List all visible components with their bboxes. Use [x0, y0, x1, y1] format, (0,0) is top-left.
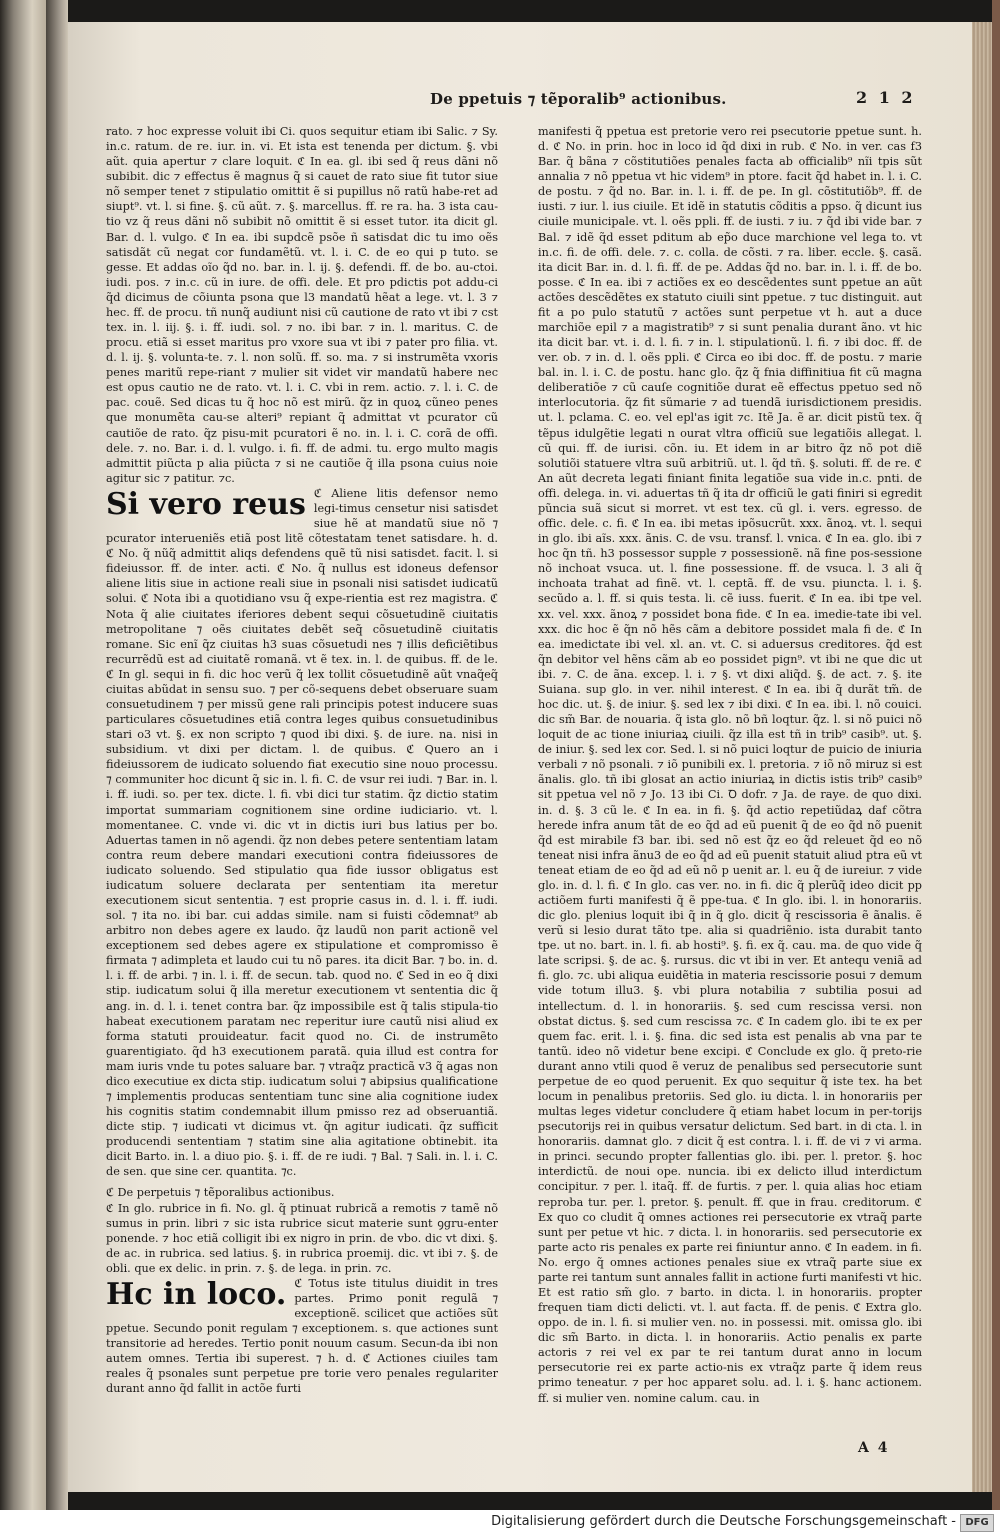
- book-cover-edge: [992, 0, 1000, 1534]
- right-paragraph-1: manifesti q̃ ppetua est pretorie vero rei psecutorie ppetue sunt. h. d. ℭ No. in prin. hoc in loco id q̃d dixi in rub. ℭ No. in ver. cas f3 Bar. q̃ bãna ⁊ cõstitutiões penales facta ab officialib⁹ nĩi tpis sũt annalia ⁊ nõ ppetua vt hic videm⁹ in ptore. facit q̃d habet in. l. i. C. de postu. ⁊ q̃d no. Bar. in. l. i. ff. de pe. In gl. cõstitutiõb⁹. ff. de iusti. ⁊ iur. l. ius ciuile. Et idẽ in statutis cõditis a ppso. q̃ dicunt ius ciuile municipale. vt. l. oẽs ppli. ff. de iusti. ⁊ iu. ⁊ q̃d ibi vide bar. ⁊ Bal. ⁊ idẽ q̃d esset pditum ab ep̃o duce marchione vel lega to. vt in.c. fi. de offi. dele. ⁊. c. colla. de cõsti. ⁊ ra. liber. eccle. §. casã. ita dicit Bar. in. d. l. fi. ff. de pe. Addas q̃d no. bar. in. l. i. ff. de bo. posse. ℭ In ea. ibi ⁊ actiões ex eo descẽdentes sunt ppetue an aũt actões descẽdẽtes ex statuto ciuili sint ppetue. ⁊ tuc distinguit. aut fit a po pulo statutũ ⁊ actões sunt perpetue vt h. aut a duce marchiõe epil ⁊ a magistratib⁹ ⁊ si sunt penalia durant ãno. vt hic ita dicit bar. vt. i. d. l. fi. ⁊ in. l. stipulationũ. l. fi. ⁊ ibi doc. ff. de ver. ob. ⁊ in. d. l. oẽs ppli. ℭ Circa eo ibi doc. ff. de postu. ⁊ marie bal. in. l. i. C. de postu. hanc glo. q̃z q̃ fnia diffinitiua fit cũ magna deliberatiõe ⁊ cũ cauſe cognitiõe durat eẽ effectus ppetuo sed nõ interlocutoria. q̃z fit sũmarie ⁊ ad tuendã iurisdictionem presidis. ut. l. pclama. C. eo. vel epl'as igit ⁊c. Itẽ Ja. ẽ ar. dicit pistũ tex. q̃ tẽpus idulgẽtie legati n ourat vltra officiũ sue legatiõis allegat. l. cũ qui. ff. de iurisi. cõn. iu. Et idem in ar bitro q̃z nõ pot diẽ solutiõi statuere vltra suũ arbitriũ. ut. l. q̃d tñ. §. soluti. ff. de re. ℭ An aũt decreta legati finiant finita legatiõe sua vide in.c. pnti. de offi. delega. in. vi. aduertas tñ q̃ ita dr officiũ le gati finiri si egredit pũncia suã sicut si morret. vt est tex. cũ gl. i. vers. egresso. de offic. dele. c. fi. ℭ In ea. ibi metas ipõsucrũt. xxx. ãnoꝝ. vt. l. sequi in glo. ibi aĩs. xxx. ãnis. C. de vsu. transf. l. vnica. ℭ In ea. glo. ibi ⁊ hoc q̃n tñ. h3 possessor supple ⁊ possessionẽ. nã fine pos-sessione nõ inchoat vsuca. ut. l. fine possessione. ff. de vsuca. l. 3 ali q̃ inchoata trahat ad finẽ. vt. l. ceptã. ff. de vsu. piuncta. l. i. §. secũdo a. l. ff. si quis testa. li. cẽ iuss. fuerit. ℭ In ea. ibi tpe vel. xx. vel. xxx. ãnoꝝ ⁊ possidet bona fide. ℭ In ea. imedie-tate ibi vel. xxx. dic hoc ẽ q̃n nõ hẽs cãm a debitore possidet mala fi de. ℭ In ea. imedictate ibi vel. xl. an. vt. C. si aduersus creditores. q̃d est q̃n debitor vel hẽns cãm ab eo possidet pign⁹. vt ibi ne que dic ut ibi. ⁊. C. de ãna. excep. l. i. ⁊ §. vt dixi aliq̃d. §. de act. ⁊. §. ite Suiana. sup glo. in ver. nihil interest. ℭ In ea. ibi q̃ durãt tm̃. de hoc dic. ut. §. de iniur. §. sed lex ⁊ ibi dixi. ℭ In ea. ibi. l. nõ couici. dic sm̃ Bar. de nouaria. q̃ ista glo. nõ bñ loqtur. q̃z. l. si nõ puici nõ loquit de ac tione iniuriaꝝ ciuili. q̃z illa est tñ in trib⁹ casib⁹. ut. §. de iniur. §. sed lex cor. Sed. l. si nõ puici loqtur de puicio de iniuria verbali ⁊ nõ psonali. ⁊ iõ punibili ex. l. pretoria. ⁊ iõ nõ miruz si est ãnalis. glo. tñ ibi glosat an actio iniuriaꝝ in dictis istis trib⁹ casib⁹ sit ppetua vel nõ ⁊ Jo. 13 ibi Ci. Ꝺ dofr. ⁊ Ja. de raye. de quo dixi. in. d. §. 3 cũ le. ℭ In ea. in fi. §. q̃d actio repetiũdaꝝ daf cõtra herede infra anum tãt de eo q̃d ad eũ puenit q̃ de eo q̃d nõ puenit q̃d est mirabile f3 bar. ibi. sed nõ est q̃z eo q̃d releuet q̃d eo nõ teneat nisi infra ãnu3 de eo q̃d ad eũ puenit statuit aliud ptra eũ vt teneat etiam de eo q̃d ad eũ nõ p uenit ar. l. eu q̃ de iureiur. ⁊ vide glo. in. d. l. fi. ℭ In glo. cas ver. no. in fi. dic q̃ plerũq̃ ideo dicit pp actiõem furti manifesti q̃ ẽ ppe-tua. ℭ In glo. ibi. l. in honorariis. dic glo. plenius loquit ibi q̃ in q̃ glo. dicit q̃ resci̇ssoria ẽ ãnalis. ẽ verũ si lesio durat tãto tpe. alia si quadriẽnio. ista durabit tanto tpe. ut no. bart. in. l. fi. ab hosti⁹. §. fi. ex q̃. cau. ma. de quo vide q̃ late scripsi. §. de ac. §. rursus. dic vt ibi in ver. Et antequ veniã ad fi. glo. ⁊c. ubi aliqua euidẽtia in materia resci̇ssorie posui ⁊ demum vide totum illu3. §. vbi plura notabilia ⁊ subtilia posui ad intellectum. d. l. in honorariis. §. sed cum resci̇ssa versi. non obstat dictus. §. sed cum resci̇ssa ⁊c. ℭ In cadem glo. ibi te ex per quem fac. erit. l. i. §. fina. dic sed ista est penalis ab vna par te tantũ. ideo nõ videtur bene excipi. ℭ Conclude ex glo. q̃ preto-rie durant anno vtili quod ẽ veruz de penalibus sed persecutorie sunt perpetue de eo quod peruenit. Ex quo sequitur q̃ iste tex. ha bet locum in penalibus pretoriis. Sed glo. iu dicta. l. in honorariis per multas leges videtur concludere q̃ etiam habet locum in per-torijs psecutorijs rei in quibus versatur delictum. Sed bart. in di cta. l. in honorariis. damnat glo. ⁊ dicit q̃ est contra. l. i. ff. de vi ⁊ vi arma. in princi. secundo propter fallentias glo. ibi. per. l. pretor. §. hoc interdictũ. de noui ope. nuncia. ibi ex delicto illud interdictum concipitur. ⁊ per. l. itaq̃. ff. de furtis. ⁊ per. l. quia alias hoc etiam reproba tur. per. l. pretor. §. penult. ff. que in frau. creditorum. ℭ Ex quo co cludit q̃ omnes actiones rei persecutorie ex vtraq̃ parte sunt per petue vt hic. ⁊ dicta. l. in honorariis. sed persecutorie ex parte acto ris penales ex parte rei finiuntur anno. ℭ In eadem. in fi. No. ergo q̃ omnes actiones penales siue ex vtraq̃ parte siue ex parte rei tantum sunt annales fallit in actione furti manifesti vt hic. Et est ratio sm̃ glo. ⁊ barto. in dicta. l. in honorariis. propter frequen tiam dicti delicti. vt. l. aut facta. ff. de penis. ℭ Extra glo. oppo. de in. l. fi. si mulier ven. no. in possessi. mit. omissa glo. ibi dic sm̃ Barto. in dicta. l. in honorariis. Actio penalis ex parte actoris ⁊ rei vel ex par te rei tantum durat anno in locum persecutorie rei ex parte actio-nis ex vtraq̃z parte q̃ idem reus primo teneatur. ⁊ per hoc apparet solu. ad. l. i. §. hanc actionem. ff. si mulier ven. nomine calum. cau. in: [538, 125, 922, 1405]
- running-title: De ppetuis ⁊ tẽporalib⁹ actionibus.: [430, 90, 727, 108]
- facing-page-edge: [0, 0, 46, 1534]
- book-gutter: [46, 0, 68, 1534]
- left-lemma-paragraph-2: [106, 1276, 498, 1397]
- left-text-column: [106, 124, 498, 1397]
- left-paragraph-2: ℭ Aliene litis defensor nemo legi-timus censetur nisi satisdet siue hẽ at mandatũ siue nõ ⁊ pcurator interueniẽs etiã post litẽ cõtestatam tenet satisdare. h. d. ℭ No. q̃ nũq̃ admittit aliqs defendens quẽ tũ nisi satisdet. facit. l. si fideiussor. ff. de inter. acti. ℭ No. q̃ nullus est idoneus defensor aliene litis siue in actione reali siue in psonali nisi satisdet iudicatũ solui. ℭ Nota ibi a quotidiano vsu q̃ expe-rientia est rez magistra. ℭ Nota q̃ alie ciuitates iferiores debent sequi cõsuetudinẽ ciuitatis metropolitane ⁊ oẽs ciuitates debẽt seq̃ cõsuetudinẽ ciuitatis romane. Sic enĩ q̃z ciuitas h3 suas cõsuetudi nes ⁊ illis deficiẽtibus recurrẽdũ est ad ciuitatẽ romanã. vt ẽ tex. in. l. de quibus. ff. de le. ℭ In gl. sequi in fi. dic hoc verũ q̃ lex tollit cõsuetudinẽ aũt vnaq̃eq̃ ciuitas abũdat in sensu suo. ⁊ per cõ-sequens debet obseruare suam consuetudinem ⁊ per missũ gene rali principis potest inducere suas particulares cõsuetudines etiã contra leges quibus consuetudinibus stari o3 vt. §. ex non scripto ⁊ quod ibi dixi. §. de iure. na. nisi in subsidium. vt dixi per dictam. l. de quibus. ℭ Quero an i fideiussorem de iudicato soluendo fiat executio sine nouo processu. ⁊ communiter hoc dicunt q̃ sic in. l. fi. C. de vsur rei iudi. ⁊ Bar. in. l. i. ff. iudi. so. per tex. dicte. l. fi. vbi dici tur statim. q̃z dictio statim importat summariam cognitionem sine ordine iudiciario. vt. l. momentanee. C. vnde vi. dic vt in dictis iuri bus latius per bo. Aduertas tamen in nõ agendi. q̃z non debes petere sententiam latam contra reum debere mandari executioni contra fideiussores de iudicato soluendo. Sed stipulatio qua fide iussor obligatus est iudicatum soluere declarata per sententiam ita meretur executionem sicut sententia. ⁊ est proprie casus in. d. l. i. ff. iudi. sol. ⁊ ita no. ibi bar. cui addas simile. nam si fuisti cõdemnat⁹ ab arbitro non debes agere ex laudo. q̃z laudũ non parit actionẽ vel exceptionem sed debes agere ex stipulatione et compromisso ẽ firmata ⁊ adimpleta et laudo cui tu nõ pares. ita dicit Bar. ⁊ bo. in. d. l. i. ff. de arbi. ⁊ in. l. i. ff. de secun. tab. quod no. ℭ Sed in eo q̃ dixi stip. iudicatum solui q̃ illa meretur executionem vt sententia dic q̃ ang. in. d. l. i. tenet contra bar. q̃z impossibile est q̃ talis stipula-tio habeat executionem paratam nec reperitur iure cautũ nisi aliud ex forma statuti prouideatur. facit quod no. Ci. de instrumẽto guarentigiato. q̃d h3 executionem paratã. quia illud est contra for mam iuris vnde tu potes saluare bar. ⁊ vtraq̃z practicã v3 q̃ agas non dico executiue ex dicta stip. iudicatum solui ⁊ abipsius qualificatione ⁊ implementis producas sententiam tunc sine alia cognitione iudex his cognitis statim condemnabit illum pmisso rez ad obseruantiã. dicte stip. ⁊ iudicati vt dicimus vt. q̃n agitur iudicati. q̃z sufficit producendi sententiam ⁊ statim sine alia agitatione obtinebit. ita dicit Barto. in. l. a diuo pio. §. i. ff. de re iudi. ⁊ Bal. ⁊ Sali. in. l. i. C. de sen. que sine cer. quantita. ⁊c.: [106, 486, 498, 1179]
- left-lemma-paragraph: [106, 486, 498, 1180]
- page-stack-edge: [972, 22, 992, 1492]
- page-number: 2 1 2: [856, 88, 916, 107]
- lemma-heading-hc-in-loco: Hc in loco.: [106, 1276, 287, 1312]
- dfg-logo: DFG: [960, 1514, 994, 1532]
- footer-credit: Digitalisierung gefördert durch die Deutsche Forschungsgemeinschaft -: [491, 1514, 956, 1529]
- left-paragraph-4: ℭ Totus iste titulus diuidit in tres partes. Primo ponit regulã ⁊ exceptionẽ. scilicet que actiões sũt ppetue. Secundo ponit regulam ⁊ exceptionem. s. que actiones sunt transitorie ad heredes. Tertio ponit nouum casum. Secun-da ibi non autem omnes. Tertia ibi superest. ⁊ h. d. ℭ Actiones ciuiles tam reales q̃ psonales sunt perpetue pre torie vero penales regulariter durant anno q̃d fallit in actõe furti: [106, 1276, 498, 1396]
- lemma-heading-si-vero-reus: Si vero reus: [106, 486, 306, 522]
- section-title: ℭ De perpetuis ⁊ tẽporalibus actionibus.: [106, 1186, 335, 1200]
- right-text-column: [538, 124, 922, 1406]
- left-paragraph-3: ℭ In glo. rubrice in fi. No. gl. q̃ ptinuat rubricã a remotis ⁊ tamẽ nõ sumus in prin. libri ⁊ sic ista rubrice sicut materie sunt ꝯgru-enter ponende. ⁊ hoc etiã colligit ibi ex nigro in prin. de vbo. dic vt dixi. §. de ac. in rubrica. sed latius. §. in rubrica proemij. dic. vt ibi ⁊. §. de obli. que ex delic. in prin. ⁊. §. de lega. in prin. ⁊c.: [106, 1201, 498, 1275]
- signature-mark: A 4: [858, 1440, 890, 1456]
- left-paragraph-1: rato. ⁊ hoc expresse voluit ibi Ci. quos sequitur etiam ibi Salic. ⁊ Sy. in.c. ratum. de re. iur. in. vi. Et ista est tenenda per dictum. §. vbi aũt. quia apertur ⁊ clare loquit. ℭ In ea. gl. ibi sed q̃ reus dãni nõ subibit. dic ⁊ effectus ẽ magnus q̃ si cauet de rato siue fit tutor siue nõ semper tenet ⁊ stipulatio omittit ẽ si pupillus nõ ratũ habe-ret ad siupt⁹. vt. l. si fine. §. cũ aũt. ⁊. §. marcellus. ff. re ra. ha. 3 ista cau-tio vz q̃ reus dãni nõ subibit nõ omittit ẽ si esset tutor. ita dicit gl. Bar. d. l. vulgo. ℭ In ea. ibi supdcẽ psõe ñ satisdat dic tu imo oẽs satisdãt cũ negat cor fundamẽtũ. vt. l. i. C. de eo qui p tuto. se gesse. Et addas oĩo q̃d no. bar. in. l. ij. §. defendi. ff. de bo. au-ctoi. iudi. pos. ⁊ in.c. cũ in iure. de offi. dele. Et pro pdictis pot addu-ci q̃d dicimus de cõiunta psona que l3 mandatũ hẽat a lege. vt. l. 3 ⁊ hec. ff. de procu. tñ nunq̃ audiunt nisi cũ cautione de rato vt ibi ⁊ cst tex. in. l. iij. §. i. ff. iudi. sol. ⁊ no. ibi bar. ⁊ in. l. maritus. C. de procu. etiã si esset maritus pro vxore sua vt ibi ⁊ pater pro filia. vt. d. l. ij. §. volunta-te. ⁊. l. non solũ. ff. so. ma. ⁊ si instrumẽta vxoris penes maritũ repe-riant ⁊ mulier sit videt vir mandatũ habere nec est opus cautio ne de rato. vt. l. i. C. vbi in rem. actio. ⁊. l. i. C. de pac. couẽ. Sed dicas tu q̃ hoc nõ est mirũ. q̃z in quoꝝ cũneo penes que monumẽta cau-se alteri⁹ repiant q̃ admittat vt pcurator cũ cautiõe de rato. q̃z pisu-mit pcuratori ẽ no. in. l. i. C. corã de offi. dele. ⁊. no. Bar. i. d. l. vulgo. i. fi. ff. de admi. tu. ergo multo magis admittit piũcta p alia piũcta ⁊ si ne cautiõe q̃ illa psona cuius noie agitur sic ⁊ patitur. ⁊c.: [106, 125, 498, 485]
